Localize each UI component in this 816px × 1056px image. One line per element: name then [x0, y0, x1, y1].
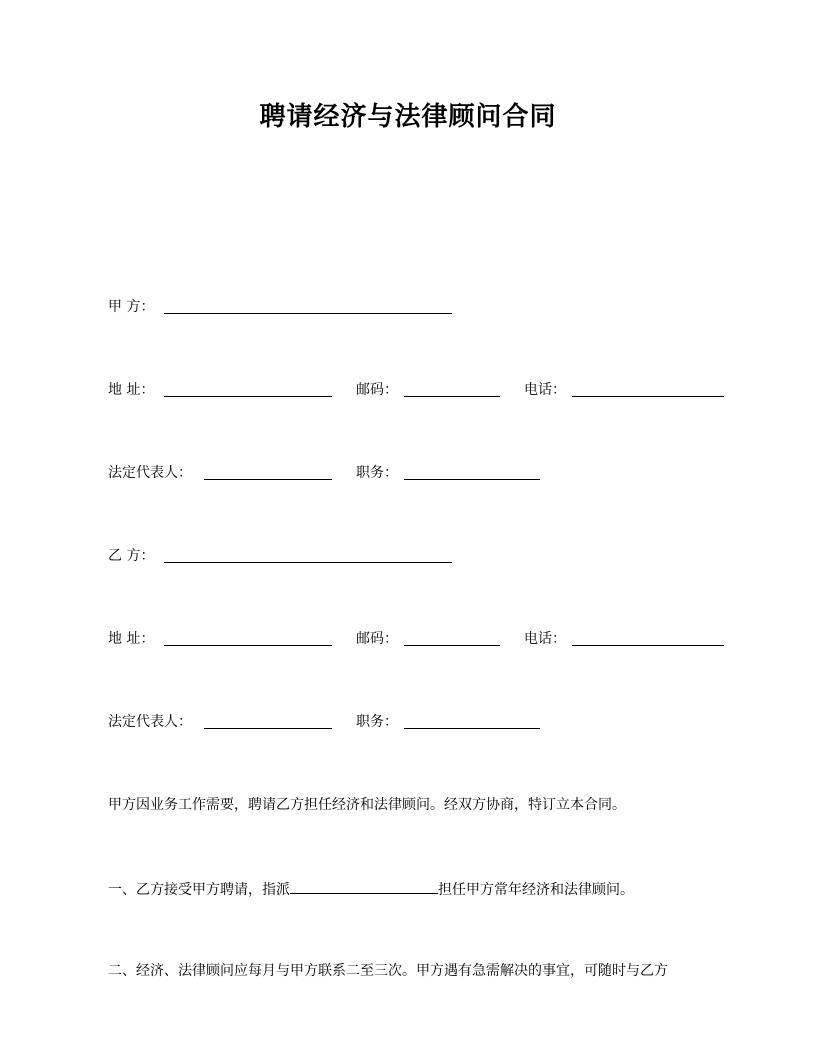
party-b-address-label: 地 址： — [108, 631, 155, 647]
party-a-name-label: 甲 方： — [108, 299, 155, 315]
party-b-phone-label: 电话： — [524, 631, 566, 647]
clause-1 — [108, 877, 634, 901]
party-a-phone-label: 电话： — [524, 382, 566, 398]
party-a-phone-field[interactable] — [572, 379, 724, 397]
party-b-name-label: 乙 方： — [108, 548, 155, 564]
document-title: 聘请经济与法律顾问合同 — [259, 102, 557, 132]
party-b-rep-label: 法定代表人： — [108, 714, 192, 730]
party-b-postcode-label: 邮码： — [356, 631, 398, 647]
party-a-postcode-field[interactable] — [404, 379, 500, 397]
party-a-rep-label: 法定代表人： — [108, 465, 192, 481]
party-a-position-label: 职务： — [356, 465, 398, 481]
party-a-rep-row — [108, 462, 548, 484]
clause-1-before: 一、乙方接受甲方聘请，指派 — [108, 882, 290, 898]
party-b-position-field[interactable] — [404, 711, 540, 729]
party-a-position-field[interactable] — [404, 462, 540, 480]
clause-2: 二、经济、法律顾问应每月与甲方联系二至三次。甲方遇有急需解决的事宜，可随时与乙方 — [108, 963, 668, 979]
party-b-address-row — [108, 628, 728, 650]
party-a-address-field[interactable] — [164, 379, 332, 397]
clause-1-advisor-field[interactable] — [290, 877, 438, 894]
party-b-postcode-field[interactable] — [404, 628, 500, 646]
party-b-name-field[interactable] — [164, 545, 452, 563]
party-a-rep-field[interactable] — [204, 462, 332, 480]
intro-paragraph: 甲方因业务工作需要，聘请乙方担任经济和法律顾问。经双方协商，特订立本合同。 — [108, 797, 626, 813]
clause-1-after: 担任甲方常年经济和法律顾问。 — [438, 882, 634, 898]
party-b-phone-field[interactable] — [572, 628, 724, 646]
party-a-address-row — [108, 379, 728, 401]
party-a-name-field[interactable] — [164, 296, 452, 314]
party-a-name-row — [108, 296, 468, 318]
party-b-position-label: 职务： — [356, 714, 398, 730]
party-b-rep-field[interactable] — [204, 711, 332, 729]
party-a-address-label: 地 址： — [108, 382, 155, 398]
party-a-postcode-label: 邮码： — [356, 382, 398, 398]
party-b-address-field[interactable] — [164, 628, 332, 646]
party-b-name-row — [108, 545, 468, 567]
party-b-rep-row — [108, 711, 548, 733]
